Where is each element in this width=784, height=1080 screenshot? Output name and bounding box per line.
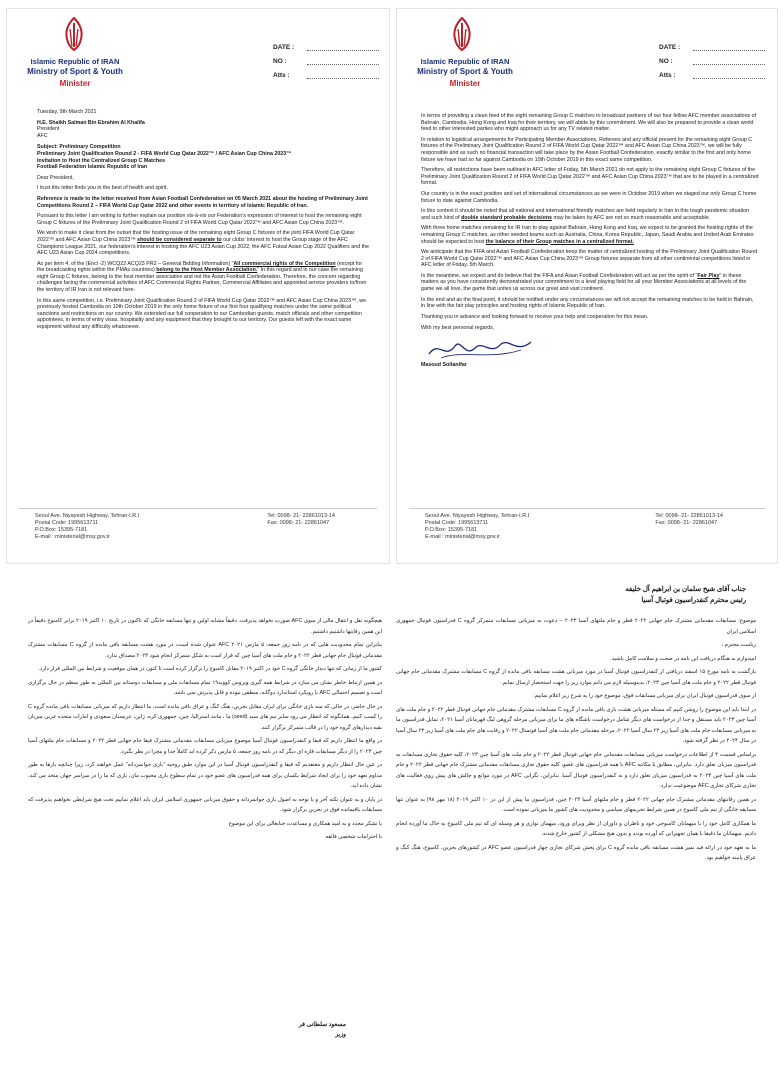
footer-address: Seoul Ave. Niyayesh Highway, Tehran-I.R.I [425,513,530,519]
addressee-position: President [37,126,60,133]
paragraph-5 [37,261,369,294]
ministry-block [13,57,137,89]
persian-column-left [28,616,382,846]
salutation: Dear President, [37,174,74,181]
persian-paragraph: بنابراین تمام محدودیت هایی که در نامه روز جمعه، ۵ مارس ۲۰۲۱ AFC عنوان شده است، در مورد هشت مسابقه باقی مانده از گروه C مسابقات مشترک مقدماتی فوتبال جام جهانی قطر ۲۰۲۲ و جام ملت های آسیا چین که قرار است به شکل متمرکز انجام شود ۲۰۲۳ مصداق ندارد. [28,642,383,659]
paragraph-3: Pursuant to this letter I am writing to further explain our position vis-à-vis our Federation's expression of interest to host the remaining eight Group C fixtures of the Preliminary Joint Qualification Round 2 of FIFA World Cup Qatar 2022™ and AFC Asian Cup China 2023™. [37,213,362,226]
letter-page-1 [6,8,390,564]
paragraph-2-5-a: In this context it should be noted that all national and international friendly matches are held regularly in Iran in this tough pandemic situation and such kind of [421,208,750,221]
paragraph-2-8-b: " in these matters as you have consistently demonstrated your commitment to a level playing field for all your Member Associations at all levels of the game we all love, the game that unites us across our great and vast continent. [421,272,747,293]
persian-paragraph: هیچگونه نقل و انتقال مالی از سوی AFC صورت نخواهد پذیرفت. دقیقاً مشابه اولین و تنها مسابقه خانگی که تاکنون در تاریخ ۱۰ اکتبر ۲۰۱۹ برابر کامبوج دقیقاً در این همین رقابتها داشتیم داشتیم. [28,618,382,635]
paragraph-2-5-emphasis: double standard probable decisions [461,214,553,221]
persian-addressee-title: رئیس محترم کنفدراسیون فوتبال آسیا [641,597,746,604]
paragraph-2-6-a: With three home matches remaining for IR Iran to play against Bahrain, Hong Kong and Iraq, we expect to be granted the hosting rights of the remaining Group C matches, as other seeded teams such as Australia, China, Korea Republic, Japan, Saudi Arabia and United Arab Emirates should be expected to host [421,225,754,245]
footer-fax: Fax: 0098- 21- 22861047 [655,520,718,526]
paragraph-2-5-b: may be taken by AFC are not so much reasonable and acceptable. [552,214,711,221]
paragraph-2-10: Thanking you in advance and looking forward to receive your help and cooperation for this mean. [421,313,649,320]
subject-line-2: Preliminary Joint Qualification Round 2 - FIFA World Cup Qatar 2022™ / AFC Asian Cup China 2023™ [37,150,292,157]
footer-tel: Tel: 0098- 21- 22861013-14 [655,513,723,519]
office-name: Minister [449,79,481,88]
closing: With my best personal regards, [421,325,495,332]
addressee-block [37,120,369,140]
persian-paragraph: بازگشت به نامه مورخ ۱۵ اسفند دریافتی از کنفدراسیون فوتبال آسیا در مورد میزبانی هشت مسابقه باقی مانده از گروه C مسابقات مشترک مقدماتی جام جهانی فوتبال قطر ۲۰۲۲ و جام ملت های آسیا چین ۲۰۲۳، بدینوسیله لازم می دانم موارد زیر را جهت استحضار ارسال نمایم. [396,669,756,686]
paragraph-2-5 [421,208,759,221]
signature-area [421,336,759,362]
subject-block [37,144,369,170]
persian-paragraph: در حال حاضر، در حالی که سه بازی خانگی برای ایران مقابل بحرین، هنگ کنگ و عراق باقی مانده است، ما انتظار داریم که میزبانی مسابقات باقی مانده گروه C را کسب کنیم، همانگونه که انتظار می رود سایر تیم های سید (seed) ما ، مانند استرالیا، چین، جمهوری کره، ژاپن، عربستان سعودی و امارات متحده عربی میزبان بقیه دیدارهای گروه خود را در قالب متمرکز برگزار کنند. [28,703,382,731]
paragraph-5-b: (except for the broadcasting rights within the PMAs countries) [37,260,363,274]
paragraph-5-emphasis: All commercial rights of the Competition [233,260,336,267]
persian-paragraph: کشور ما از زمانی که تنها دیدار خانگی گروه C خود در اکتبر ۲۰۱۹ مقابل کامبوج را برگزار کرده است تا کنون در همان موقعیت و شرایط بین المللی قرار دارد. [38,666,382,672]
footer-pobox: P.O.Box: 15395-7181 [35,527,88,533]
iran-emblem-icon [59,15,89,53]
footer-address-block [425,513,529,541]
letter-date: Tuesday, 9th March 2021 [37,109,97,115]
persian-paragraph: با احترامات شخصی فائقه [325,834,382,840]
persian-paragraph: در همین ارتباط خاطر نشان می سازد در شرایط همه گیری ویروس کووید۱۹ تمام مسابقات ملی و مسابقات دوستانه بین المللی به طور منظم در حال برگزاری است و تصمیم احتمالی AFC با رویکرد استاندارد دوگانه، منطقی نبوده و قابل پذیرش نمی باشد. [28,679,383,696]
ministry-name: Ministry of Sport & Youth [27,66,123,76]
paragraph-4 [37,230,369,256]
letterhead-2 [397,9,777,88]
letter-page-2 [396,8,778,564]
addressee-org: AFC [37,132,48,139]
paragraph-2-8 [421,273,759,293]
persian-paragraph: در پایان و به عنوان نکته آخر و با توجه به اصول بازی جوانمردانه و حقوق میزبانی جمهوری اسلامی ایران باید اعلام نماییم تحت هیچ شرایطی نخواهیم پذیرفت که مسابقات باقیمانده فوق در بحرین برگزار شود. [28,796,382,813]
number-label: NO : [273,58,287,65]
ministry-block-2 [403,57,527,89]
footer-fax: Fax: 0098- 21- 22861047 [267,520,330,526]
paragraph-2-2: In relation to logistical arrangements for Participating Member Associations, Referees and any official present for the remaining eight Group C fixtures of the Preliminary Joint Qualification Round 2 of FIFA World Cup Qatar 2022™ and AFC Asian Cup China 2023™, we will be fully responsible and as such no financial transaction will take place by the Asian Football Confederation, exactly similar to the first and only home fixture we have had so far against Cambodia on 10th October 2019 in this exact same competition. [421,136,753,163]
paragraph-2-6-emphasis: the balance of their Group matches in a centralized format. [485,238,634,245]
paragraph-2-6 [421,225,759,245]
persian-translation [6,580,778,1074]
paragraph-2-9: In the end and as the final point, it should be notified under any circumstances we will not accept the remaining matches to be held in Bahrain, in line with the fair play principles and hosting rights of Islamic Republic of Iran. [421,296,754,310]
paragraph-6: In this same competition, i.e. Preliminary Joint Qualification Round 2 of FIFA World Cup Qatar 2022™ and AFC Asian Cup China 2023™, we previously hosted Cambodia on 10th October 2019 in the only home fixture of our first four qualifying matches under the same political sanctions and restrictions on our country. We extended our full cooperation to our Cambodian guests, match officials and other competition appointees, in terms of entry visas, hospitality and any equipment that they brought to our territory. Our guests left with the exact same equipment without any difficulty whatsoever. [37,297,367,331]
persian-addressee: جناب آقای شیخ سلمان بن ابراهیم آل خلیفه [625,586,746,593]
number-line [693,55,765,65]
country-name: Islamic Republic of IRAN [30,57,120,66]
persian-paragraph: در واقع ما انتظار داریم که فیفا و کنفدراسیون فوتبال آسیا موضوع میزبانی مسابقات مقدماتی مشترک فیفا جام جهانی قطر ۲۰۲۲ و مسابقات جام ملتهای آسیا چین ۲۰۲۳ را از دیگر مسابقات قاره ای دیگر که در نامه روز جمعه، ۵ مارس ذکر کرده اید کاملاً جدا و مجزا در نظر بگیرد. [28,738,382,755]
attachments-label: Atts : [659,72,676,79]
persian-paragraph: در عین حال انتظار داریم و معتقدیم که فیفا و کنفدراسیون فوتبال آسیا در این موارد طبق روحیه "بازی جوانمردانه" عمل خواهند کرد، زیرا چنانچه بارها به طور مداوم تعهد خود را برای ایجاد شرایط یکسان برای همه فدراسیون های عضو خود در تمام سطوح بازی محبوب مان، بازی که ما را در سراسر جهان متحد می کند، نشان داده اید. [28,762,382,789]
paragraph-2-3: Therefore, all restrictions have been outlined in AFC letter of Friday, 5th March 2021 do not apply to the remaining eight Group C fixtures of the Preliminary Joint Qualification Round 2 of FIFA World Cup Qatar 2022™ and AFC Asian Cup China 2023™ that are to be played in a centralized format. [421,167,759,187]
reference-fields-2 [659,41,765,83]
persian-signature [246,1020,346,1040]
attachments-line [693,69,765,79]
persian-column-right [396,616,756,867]
iran-emblem-icon [447,15,477,53]
paragraph-4-a: We wish to make it clear from the outset that the hosting issue of the remaining eight Group C fixtures of the joint FIFA World Cup Qatar 2022™ and AFC Asian Cup China 2023™ [37,230,355,243]
office-name: Minister [59,79,91,88]
footer-tel: Tel: 0098- 21- 22861013-14 [267,513,335,519]
date-line [693,41,765,51]
footer-postal: Postal Code: 1995613711 [425,520,489,526]
subject-line-1: Subject: Preliminary Competition [37,144,121,151]
persian-paragraph: در همین رقابتهای مقدماتی مشترک جام جهانی ۲۰۲۲ قطر و جام ملتهای آسیا ۲۰۲۳ چین، فدراسیون ما پیش از این در ۱۰ اکتبر ۲۰۱۹ (۱۸ مهر ۹۸) به عنوان تنها مسابقه خانگی از تیم ملی کامبوج در همین شرایط تحریمهای سیاسی و محدودیت های کشور ما میزبانی نموده است. [396,796,756,813]
letter-body-2 [421,113,759,373]
letter-footer-2 [411,513,763,555]
persian-paragraph: موضوع: مسابقات مقدماتی مشترک جام جهانی ۲۰۲۲ قطر و جام ملتهای آسیا ۲۰۲۳ – دعوت به میزبانی مسابقات متمرکز گروه C فدراسیون فوتبال جمهوری اسلامی ایران [396,618,757,635]
handwritten-signature [421,336,541,362]
persian-paragraph: ما به تعهد خود در ارائه فید تمیز هشت مسابقه باقی مانده گروه C برای پخش شرکای تجاری چهار فدراسیون عضو AFC در کشورهای بحرین، کامبوج، هنگ کنگ و عراق پایبند خواهیم بود. [396,844,756,861]
number-label: NO : [659,58,673,65]
persian-paragraph: ریاست محترم ، [721,642,756,648]
footer-contact-block [267,513,335,527]
ministry-name: Ministry of Sport & Youth [417,66,513,76]
attachments-line [307,69,379,79]
paragraph-4-emphasis: should be considered separate to [137,236,222,243]
paragraph-5-c: " In this regard and in our case the remaining eight Group C fixtures, belong to the host member association and not the Asian Football Confederation. Therefore, the concern regarding challenges facing the commercial activities of AFC Commercial Rights Partner, Commercial Affiliates and appointed service providers to/from the territory of IR Iran is not relevant here. [37,267,367,294]
persian-paragraph: ما همکاری کامل خود را با میهمانان کامبوجی خود و ناظران و داوران از نظر ویزای ورود، میهمان نوازی و هر وسیله ای که تیم ملی کامبوج به خاک ما آورده انجام دادیم. میهمانان ما دقیقا با همان تجهیزاتی که آورده بودند و بدون هیچ مشکلی از کشور خارج شدند. [396,820,756,837]
footer-email: E-mail : ministerial@msy.gov.ir [35,534,110,540]
paragraph-5-emphasis-2: belong to the Host Member Association. [156,267,258,274]
signer-name: Masoud Soltanifar [421,362,467,369]
date-label: DATE : [273,44,295,51]
persian-paragraph: در ابتدا باید این موضوع را روشن کنیم که مسئله میزبانی هشت بازی باقی مانده از گروه C مسابقات مشترک مقدماتی جام جهانی فوتبال قطر ۲۰۲۲ و جام ملت های آسیا چین ۲۰۲۳ باید مستقل و جدا از درخواست های دیگر شامل درخواست باشگاه های ما برای میزبانی مرحله گروهی لیگ قهرمانان آسیا ۲۰۲۱، تمایل فدراسیون ما به میزبانی مسابقات جام ملت های آسیا زیر ۲۳ سال آسیا ۲۰۲۲، مرحله مقدماتی جام ملت های آسیا فوتسال ۲۰۲۲ و رقابت های جام ملت های آسیا زیر ۲۳ سال آسیا در سال ۲۰۲۴ در نظر گرفته شود. [396,706,757,744]
footer-divider [409,508,765,509]
paragraph-5-a: As per item 4. of the (Encl -2) WCQ22 ACQ23 PR2 – General Bidding Information) " [37,260,234,267]
paragraph-2: Reference is made to the letter received from Asian Football Confederation on 05 March 2021 about the hosting of Preliminary Joint Competitions Round 2 – FIFA World Cup Qatar 2022 and other events in territory of Islamic Republic of Iran. [37,195,368,209]
footer-pobox: P.O.Box: 15395-7181 [425,527,478,533]
persian-signer-title: وزیر [335,1032,346,1038]
persian-paragraph: امیدوارم به هنگام دریافت این نامه در صحت و سلامت کامل باشید. [610,655,756,662]
footer-email: E-mail : ministerial@msy.gov.ir [425,534,500,540]
country-name: Islamic Republic of IRAN [420,57,510,66]
letter-footer-1 [21,513,375,555]
paragraph-2-4: Our country is in the exact position and set of international circumstances as we were in October 2019 when we staged our only Group C home fixture to date against Cambodia. [421,190,757,204]
paragraph-2-8-a: In the meantime, we expect and do believe that the FIFA and Asian Football Confederation will act as per the spirit of " [421,272,698,279]
footer-address-block [35,513,139,541]
paragraph-4-b: our clubs' interest to host the Group stage of the AFC Champions League 2021, our federation's interest in hosting the AFC U23 Asian Cup 2022, the AFC Futsal Asian Cup 2022 Qualifiers and the AFC U23 Asian Cup 2024 competitions. [37,236,369,257]
persian-header [625,584,746,606]
letter-body-1 [37,109,369,335]
paragraph-2-7: We anticipate that the FIFA and Asian Football Confederation keep the matter of centralized hosting of the Preliminary Joint Qualification Round 2 of FIFA World Cup Qatar 2022™ and AFC Asian Cup China 2023™ Group fixtures separate from all other continental competitions listed in AFC letter of Friday, 5th March. [421,249,758,269]
subject-line-4: Football Federation Islamic Republic of Iran [37,164,148,171]
footer-divider [19,508,377,509]
date-line [307,41,379,51]
reference-fields [273,41,379,83]
paragraph-2-1: In terms of providing a clean feed of the eight remaining Group C matches to broadcast partners of our four fellow AFC member associations of Bahrain, Cambodia, Hong Kong and Iraq for their territory, we will abide by this commitment. We will also be prepared to provide a clean world feed to other interested parties who might approach us for any TV related matter. [421,113,757,133]
footer-address: Seoul Ave. Niyayesh Highway, Tehran-I.R.I [35,513,140,519]
persian-paragraph: با تشکر مجدد و به امید همکاری و مساعدت جنابعالی برای این موضوع [228,820,382,827]
persian-paragraph: از سوی فدراسیون فوتبال ایران برای میزبانی مسابقات فوق، موضوع خود را به شرح زیر اعلام نماییم: [533,693,756,699]
letterhead [7,9,389,109]
addressee-name: H.E. Shaikh Salman Bin Ebrahim Al Khalifa [37,119,145,126]
number-line [307,55,379,65]
attachments-label: Atts : [273,72,290,79]
date-label: DATE : [659,44,681,51]
persian-paragraph: براساس قسمت ۴ از اطلاعات درخواست میزبانی مسابقات مقدماتی جام جهانی فوتبال قطر ۲۰۲۲ و جام ملت های آسیا چین ۲۰۲۳، کلیه حقوق تجاری مسابقات به فدراسیون میزبان تعلق دارد. بنابراین، مطابق با مکاتبه AFC با همه فدراسیون های عضو، کلیه حقوق تجاری مسابقات مقدماتی مشترک جام جهانی قطر ۲۰۲۲ و جام ملت های آسیا چین ۲۰۲۳ به فدراسیون میزبان تعلق دارد و نه کنفدراسیون فوتبال آسیا. بنابراین، نگرانی AFC در مورد موانع و چالش های پیش روی فعالیت های تجاری شرکای تجاری AFC موضوعیت ندارد. [396,751,756,789]
footer-postal: Postal Code: 1995613711 [35,520,99,526]
subject-line-3: Invitation to Host the Centralized Group C Matches [37,157,166,164]
paragraph-2-8-emphasis: Fair Play [697,272,720,279]
footer-contact-block [655,513,723,527]
persian-signer-name: مسعود سلطانی فر [298,1022,346,1028]
paragraph-1: I trust this letter finds you in the best of health and spirit. [37,185,169,192]
